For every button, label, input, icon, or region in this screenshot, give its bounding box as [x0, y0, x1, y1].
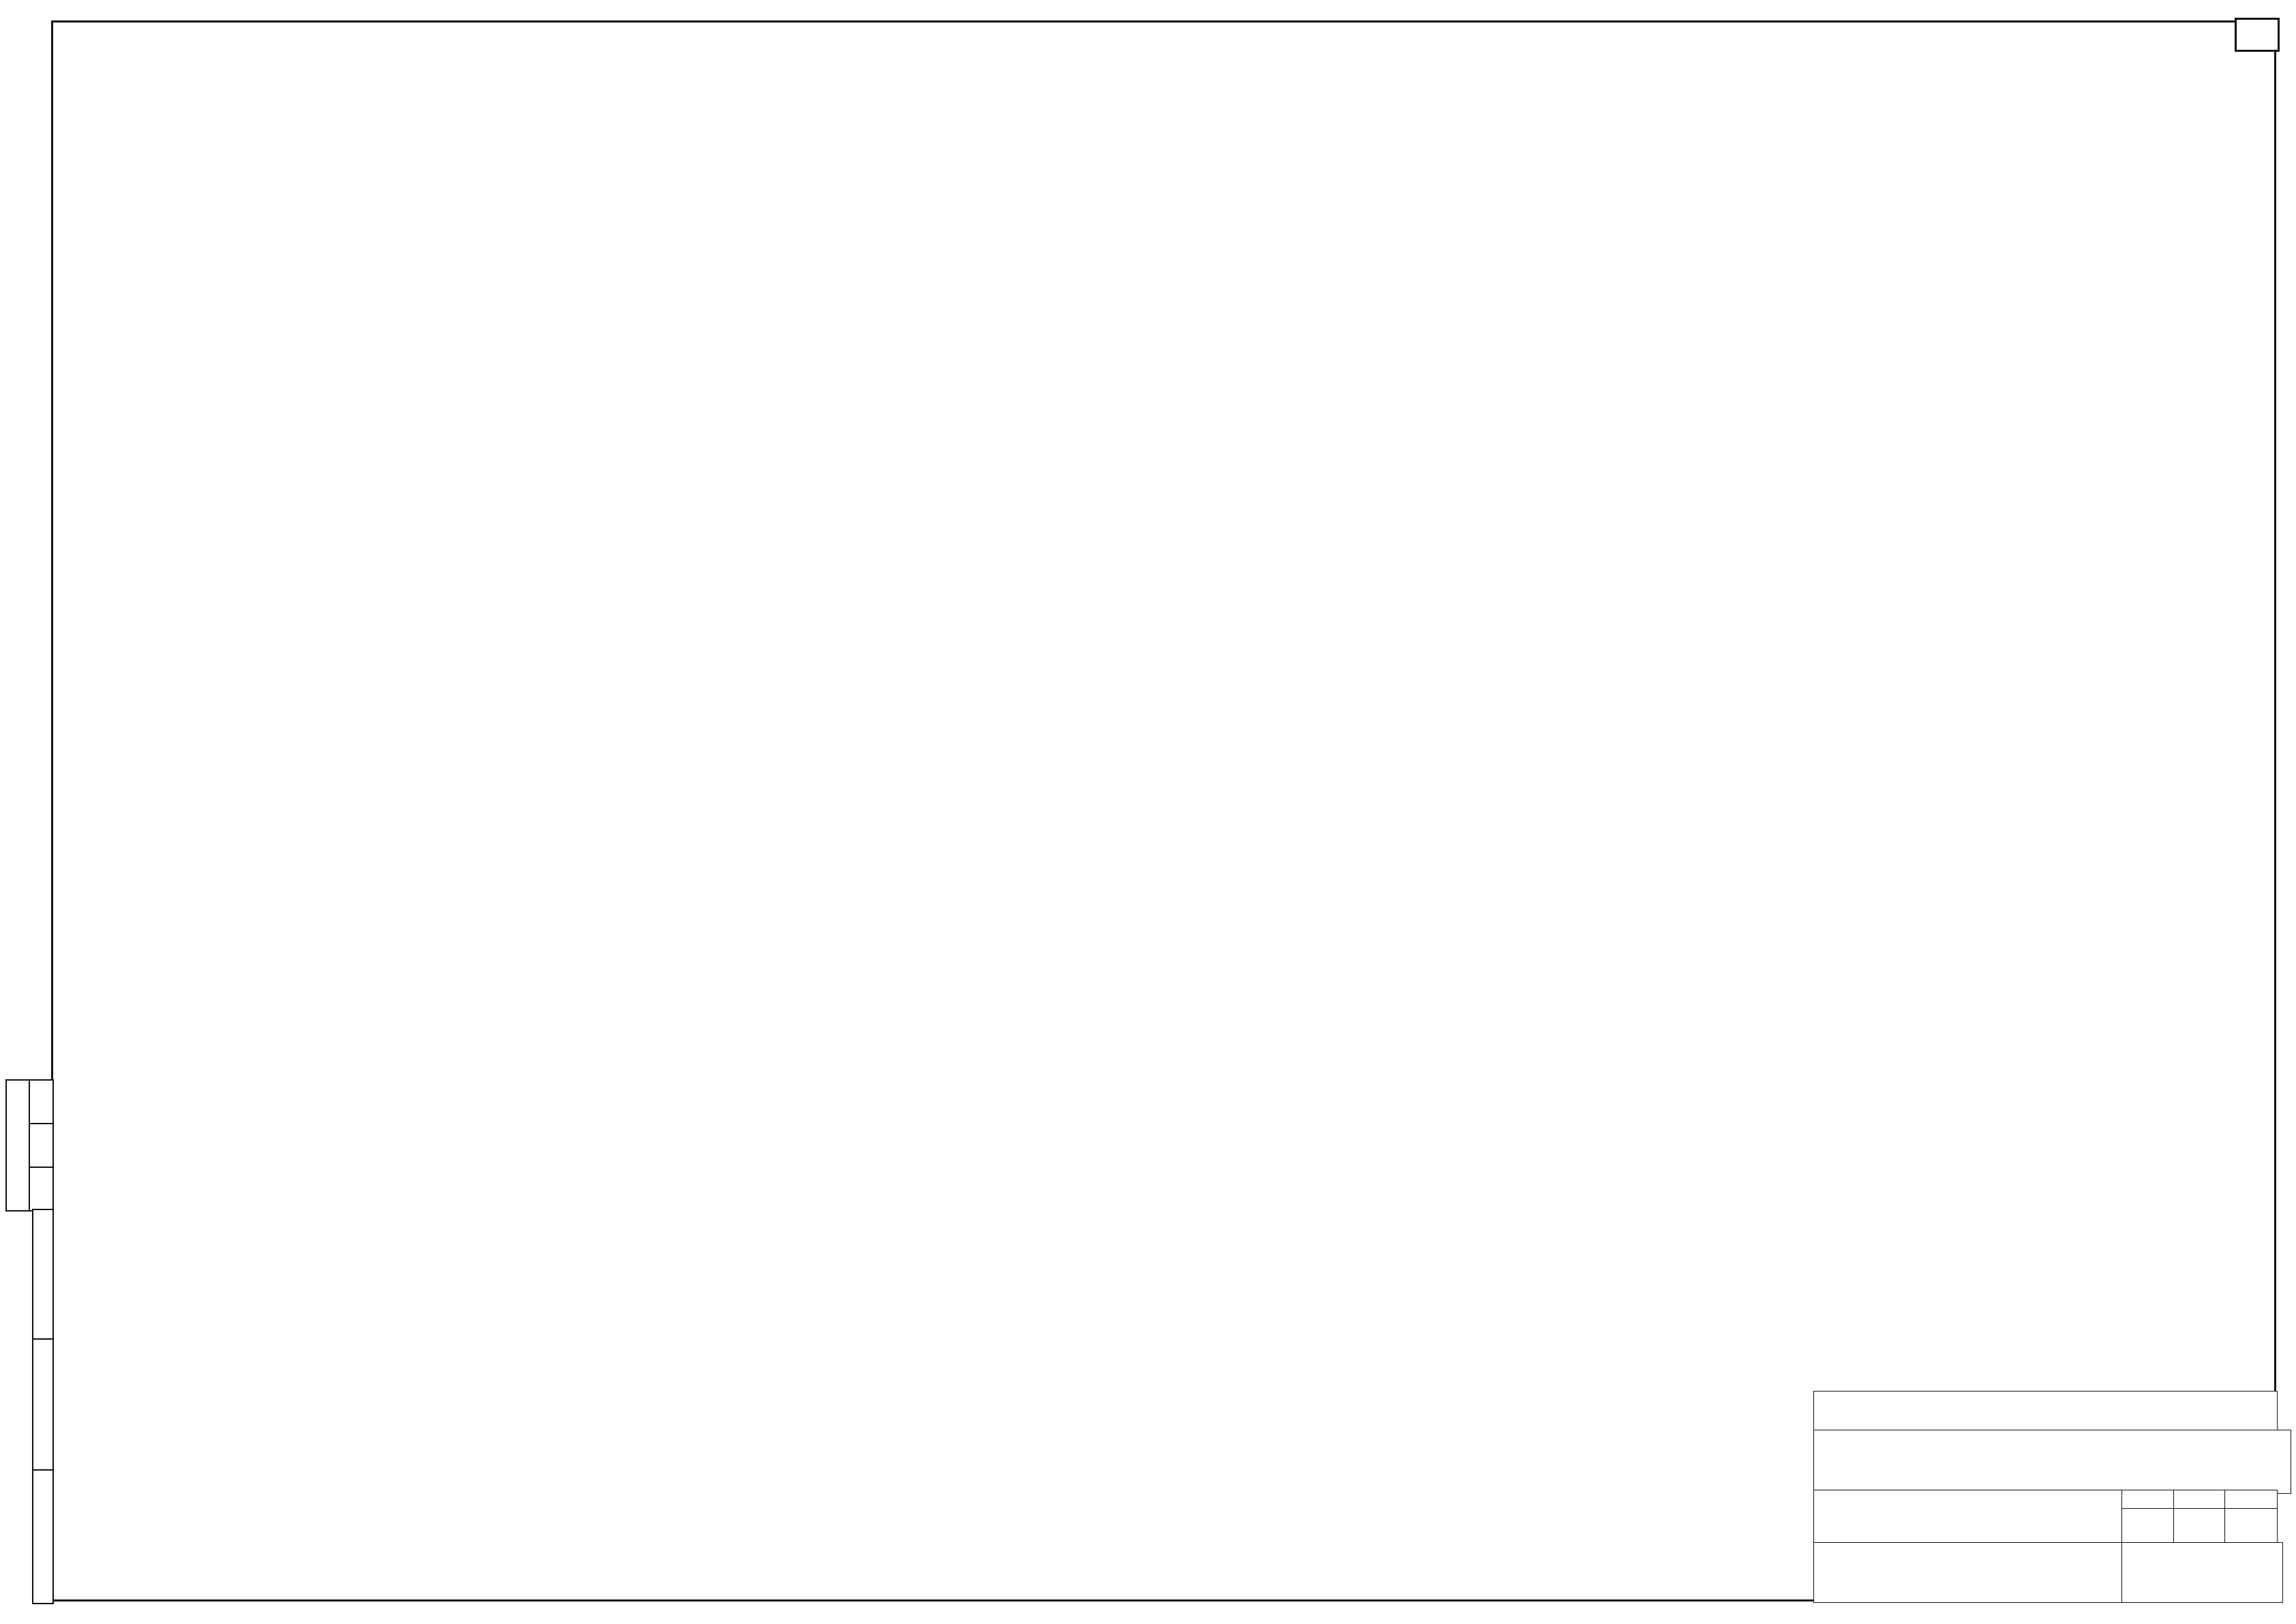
sheets-label [2224, 1490, 2278, 1509]
title-block-left [1562, 1391, 1813, 1602]
project-description [1813, 1430, 2291, 1494]
company-name [2121, 1542, 2283, 1603]
notes-block [382, 1409, 1111, 1413]
object-title [1813, 1490, 2164, 1544]
sheet-title [1813, 1542, 2123, 1603]
sheet-value [2173, 1508, 2226, 1544]
legend-block [1055, 1391, 1560, 1406]
stage-value [2121, 1508, 2175, 1544]
sheets-value [2224, 1508, 2278, 1544]
sheet-label [2173, 1490, 2226, 1509]
stage-label [2121, 1490, 2175, 1509]
title-block [1562, 1391, 2276, 1602]
document-number [1813, 1391, 2278, 1431]
